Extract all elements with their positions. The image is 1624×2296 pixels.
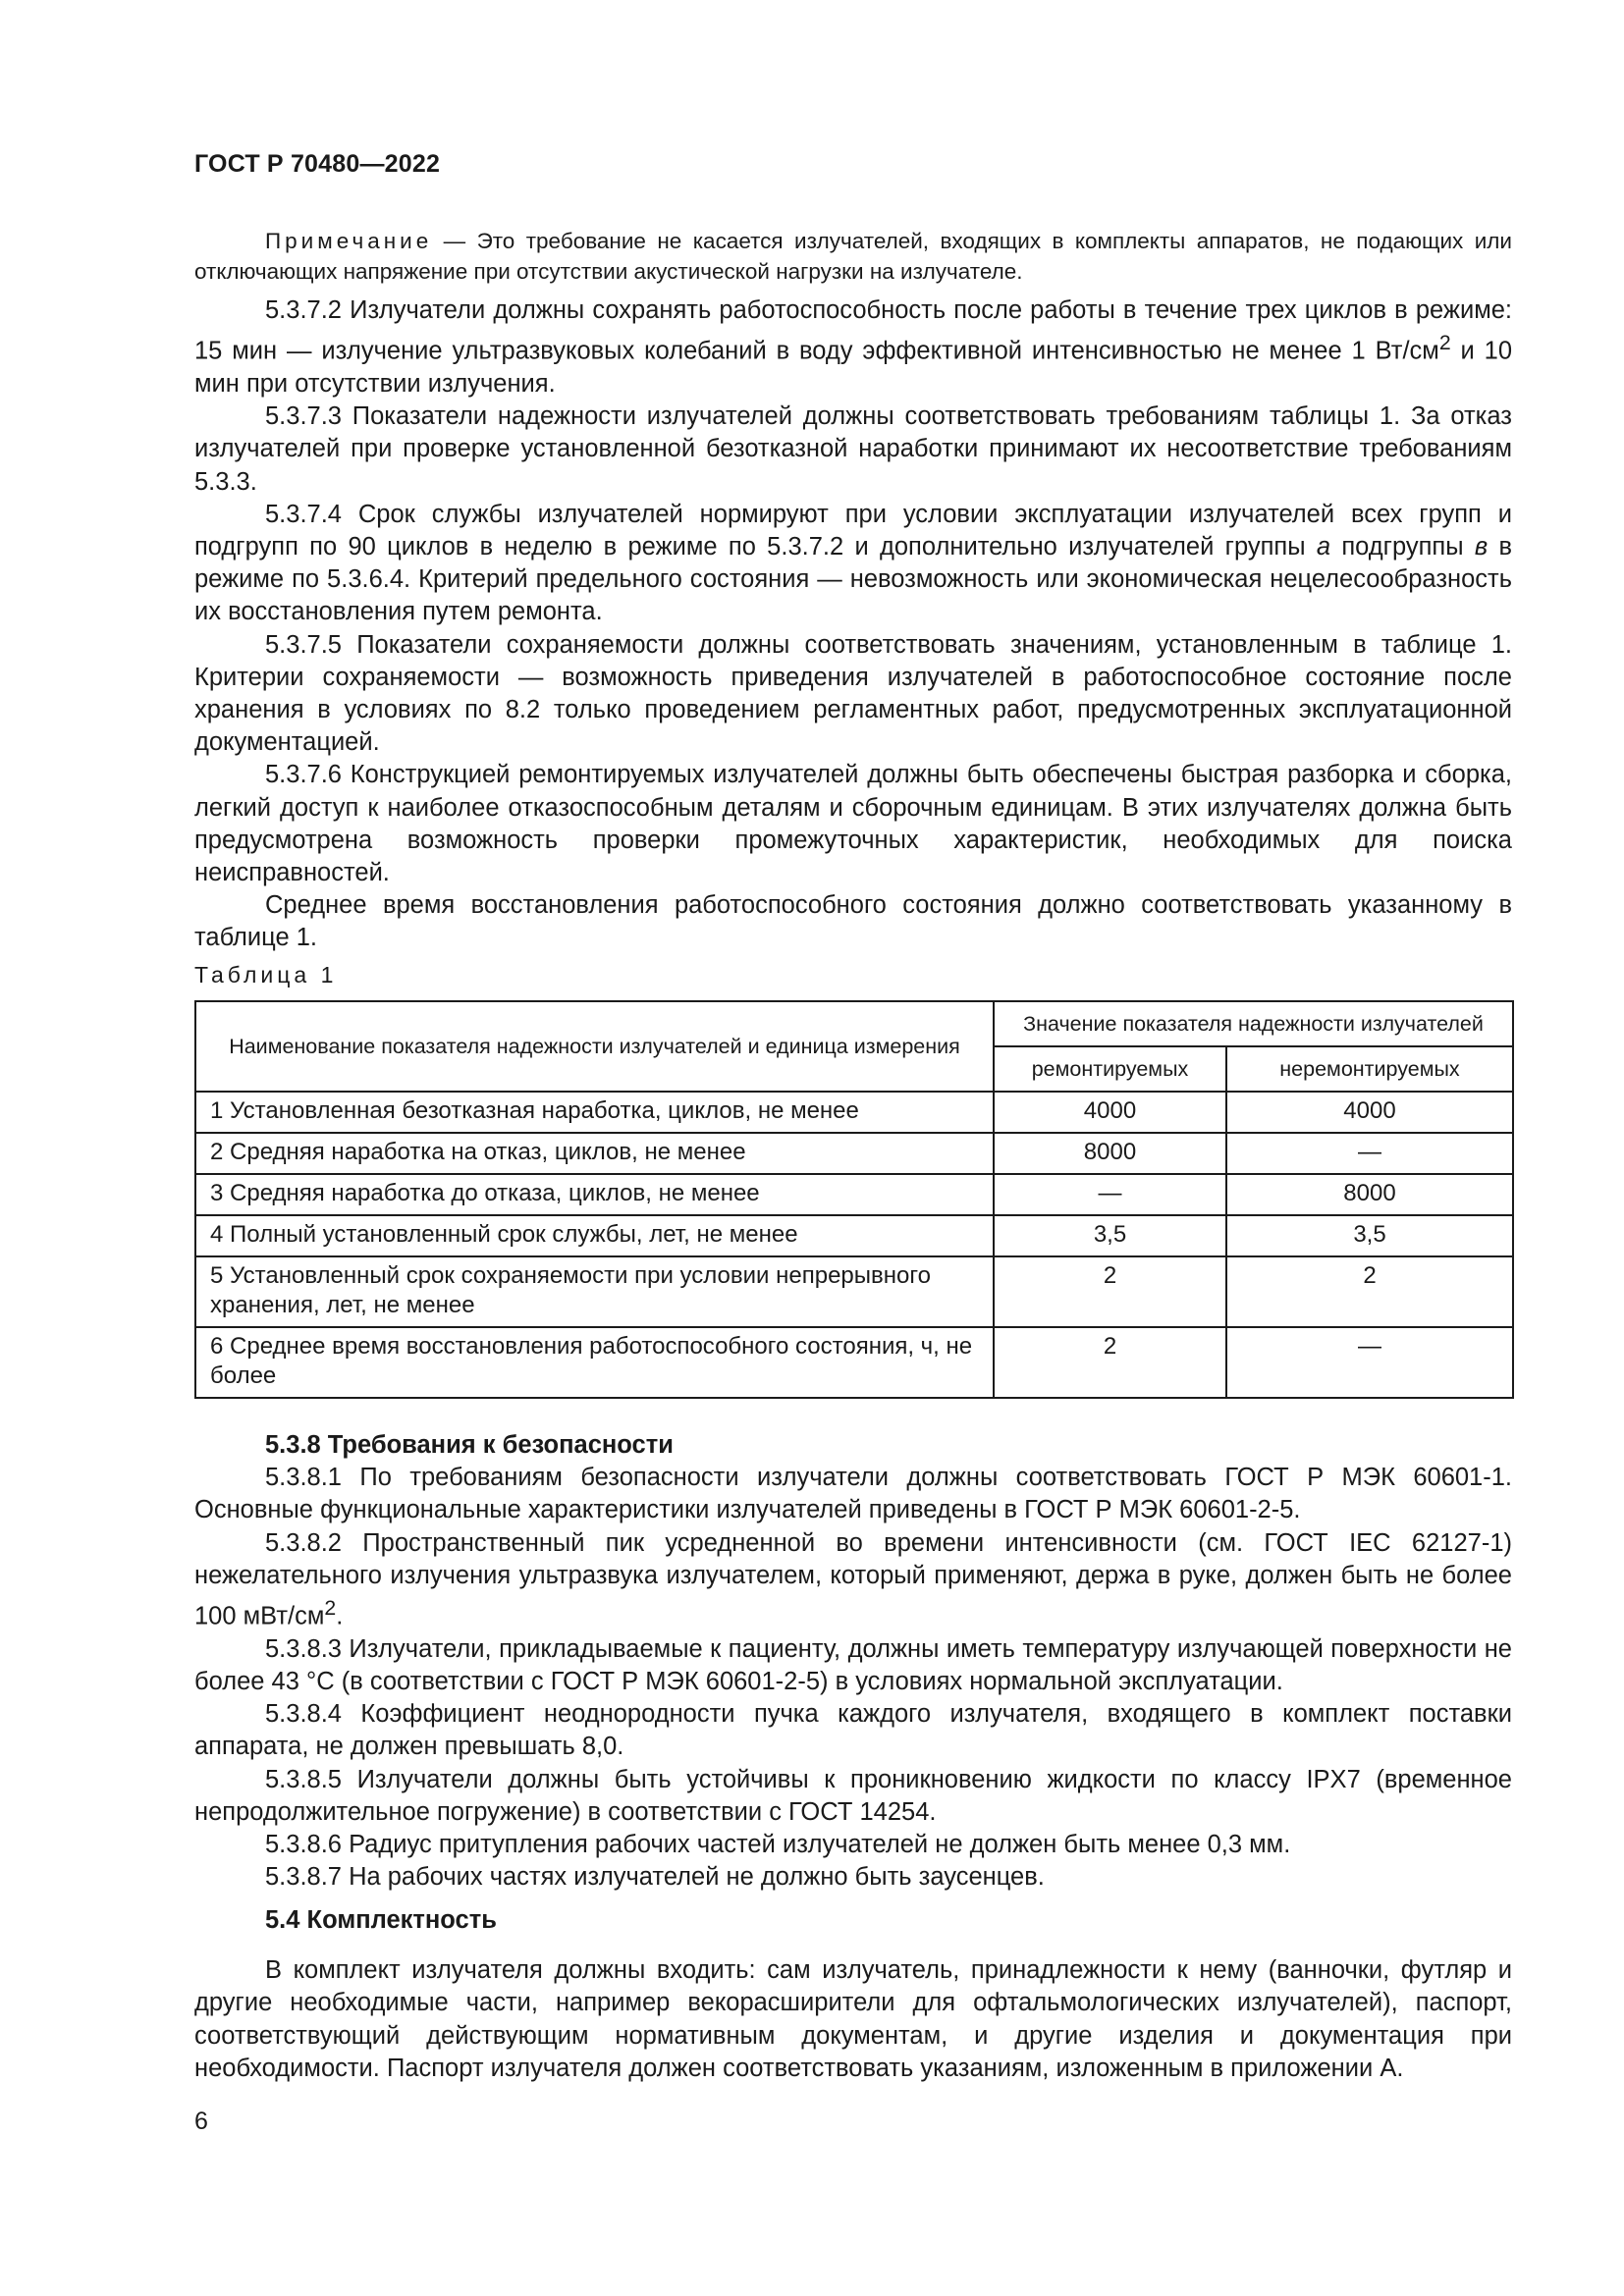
table-cell-non-repairable: 4000 bbox=[1226, 1092, 1513, 1133]
completeness-section bbox=[194, 1904, 1512, 2085]
table-cell-repairable: 8000 bbox=[994, 1133, 1226, 1174]
paragraph-5-3-7-5: 5.3.7.5 Показатели сохраняемости должны соответствовать значениям, установленным в таблице 1. Критерии сохраняемости — возможность приведения излучателей в работоспособное состояние после хранения в условиях по 8.2 только проведением регламентных работ, предусмотренных эксплуатационной документацией. bbox=[194, 630, 1512, 757]
p5382-text-a: 5.3.8.2 Пространственный пик усредненной во времени интенсивности (см. ГОСТ IEC 62127-1) нежелательного излучения ультразвука излучателем, который применяют, держа в руке, должен быть не более 100 мВт/см bbox=[194, 1528, 1512, 1630]
paragraph-5-3-7-2 bbox=[194, 294, 1512, 400]
table-head-name: Наименование показателя надежности излучателей и единица измерения bbox=[195, 1001, 994, 1092]
p5374-text-a: 5.3.7.4 Срок службы излучателей нормируют при условии эксплуатации излучателей всех групп и подгрупп по 90 циклов в неделю в режиме по 5.3.7.2 и дополнительно излучателей группы bbox=[194, 500, 1512, 561]
p5372-text-b: и 10 мин при отсутствии излучения. bbox=[194, 337, 1512, 398]
paragraph-5-3-8-1: 5.3.8.1 По требованиям безопасности излучатели должны соответствовать ГОСТ Р МЭК 60601-1. Основные функциональные характеристики излучателей приведены в ГОСТ Р МЭК 60601-2-5. bbox=[194, 1464, 1512, 1524]
p5374-text-c: в режиме по 5.3.6.4. Критерий предельного состояния — невозможность или экономическая нецелесообразность их восстановления путем ремонта. bbox=[194, 532, 1512, 626]
table-cell-repairable: 2 bbox=[994, 1327, 1226, 1398]
p5372-text-a: 5.3.7.2 Излучатели должны сохранять работоспособность после работы в течение трех циклов в режиме: 15 мин — излучение ультразвуковых колебаний в воду эффективной интенсивностью не менее 1 Вт/см bbox=[194, 296, 1512, 365]
page-number: 6 bbox=[194, 2108, 208, 2135]
paragraph-5-3-7-3: 5.3.7.3 Показатели надежности излучателей должны соответствовать требованиям таблицы 1. За отказ излучателей при проверке установленной безотказной наработки принимают их несоответствие требованиям 5.3.3. bbox=[194, 402, 1512, 496]
table-cell-non-repairable: — bbox=[1226, 1133, 1513, 1174]
table-head-group: Значение показателя надежности излучателей bbox=[994, 1001, 1513, 1046]
note-paragraph bbox=[194, 226, 1512, 287]
table-row bbox=[195, 1092, 1513, 1133]
table-cell-name: 4 Полный установленный срок службы, лет, не менее bbox=[195, 1215, 994, 1256]
body-block-top bbox=[194, 226, 1512, 955]
table-row bbox=[195, 1327, 1513, 1398]
table-cell-repairable: 4000 bbox=[994, 1092, 1226, 1133]
p5372-superscript: 2 bbox=[1438, 331, 1451, 355]
p5374-subgroup-letter: в bbox=[1474, 532, 1489, 561]
table-cell-name: 5 Установленный срок сохраняемости при условии непрерывного хранения, лет, не менее bbox=[195, 1256, 994, 1327]
table-cell-name: 2 Средняя наработка на отказ, циклов, не менее bbox=[195, 1133, 994, 1174]
standard-code-header: ГОСТ Р 70480—2022 bbox=[194, 150, 441, 178]
paragraph-5-3-7-4 bbox=[194, 499, 1512, 629]
table-cell-non-repairable: 8000 bbox=[1226, 1174, 1513, 1215]
note-label: Примечание bbox=[265, 229, 433, 253]
table-cell-name: 3 Средняя наработка до отказа, циклов, не менее bbox=[195, 1174, 994, 1215]
table-row bbox=[195, 1215, 1513, 1256]
table-cell-non-repairable: 3,5 bbox=[1226, 1215, 1513, 1256]
table-cell-non-repairable: 2 bbox=[1226, 1256, 1513, 1327]
table-cell-non-repairable: — bbox=[1226, 1327, 1513, 1398]
note-text: — Это требование не касается излучателей, входящих в комплекты аппаратов, не подающих или отключающих напряжение при отсутствии акустической нагрузки на излучателе. bbox=[194, 229, 1512, 284]
table-row bbox=[195, 1133, 1513, 1174]
table-cell-name: 1 Установленная безотказная наработка, циклов, не менее bbox=[195, 1092, 994, 1133]
paragraph-5-3-8-6: 5.3.8.6 Радиус притупления рабочих частей излучателей не должен быть менее 0,3 мм. bbox=[265, 1830, 1291, 1858]
table-cell-repairable: — bbox=[994, 1174, 1226, 1215]
paragraph-mttr: Среднее время восстановления работоспособного состояния должно соответствовать указанному в таблице 1. bbox=[194, 891, 1512, 952]
table-row bbox=[195, 1256, 1513, 1327]
table-header-row-1 bbox=[195, 1001, 1513, 1046]
paragraph-5-3-8-3: 5.3.8.3 Излучатели, прикладываемые к пациенту, должны иметь температуру излучающей поверхности не более 43 °C (в соответствии с ГОСТ Р МЭК 60601-2-5) в условиях нормальной эксплуатации. bbox=[194, 1634, 1512, 1695]
table-head-non-repairable: неремонтируемых bbox=[1226, 1046, 1513, 1092]
reliability-table bbox=[194, 1000, 1514, 1399]
table-row bbox=[195, 1174, 1513, 1215]
paragraph-5-3-8-2 bbox=[194, 1527, 1512, 1633]
table-cell-repairable: 2 bbox=[994, 1256, 1226, 1327]
p5374-text-b: подгруппы bbox=[1330, 532, 1475, 561]
paragraph-5-3-7-6: 5.3.7.6 Конструкцией ремонтируемых излучателей должны быть обеспечены быстрая разборка и сборка, легкий доступ к наиболее отказоспособным деталям и сборочным единицам. В этих излучателях должна быть предусмотрена возможность проверки промежуточных характеристик, необходимых для поиска неисправностей. bbox=[194, 761, 1512, 886]
table-cell-name: 6 Среднее время восстановления работоспособного состояния, ч, не более bbox=[195, 1327, 994, 1398]
table-head-repairable: ремонтируемых bbox=[994, 1046, 1226, 1092]
paragraph-5-3-8-4: 5.3.8.4 Коэффициент неоднородности пучка каждого излучателя, входящего в комплект поставки аппарата, не должен превышать 8,0. bbox=[194, 1700, 1512, 1761]
safety-heading: 5.3.8 Требования к безопасности bbox=[265, 1431, 674, 1459]
table-1-block bbox=[194, 962, 1512, 1399]
completeness-heading: 5.4 Комплектность bbox=[265, 1906, 497, 1934]
table-cell-repairable: 3,5 bbox=[994, 1215, 1226, 1256]
completeness-paragraph: В комплект излучателя должны входить: сам излучатель, принадлежности к нему (ванночки, футляр и другие необходимые части, например векорасширители для офтальмологических излучателей), паспорт, соответствующий действующим нормативным документам, и другие изделия и документация при необходимости. Паспорт излучателя должен соответствовать указаниям, изложенным в приложении А. bbox=[194, 1956, 1512, 2082]
safety-section bbox=[194, 1429, 1512, 1894]
table-caption: Таблица 1 bbox=[194, 962, 338, 988]
p5382-superscript: 2 bbox=[324, 1596, 337, 1621]
paragraph-5-3-8-5: 5.3.8.5 Излучатели должны быть устойчивы к проникновению жидкости по классу IPX7 (временное непродолжительное погружение) в соответствии с ГОСТ 14254. bbox=[194, 1765, 1512, 1826]
p5382-text-b: . bbox=[336, 1602, 344, 1630]
paragraph-5-3-8-7: 5.3.8.7 На рабочих частях излучателей не должно быть заусенцев. bbox=[265, 1863, 1045, 1892]
p5374-group-letter: а bbox=[1316, 532, 1331, 561]
